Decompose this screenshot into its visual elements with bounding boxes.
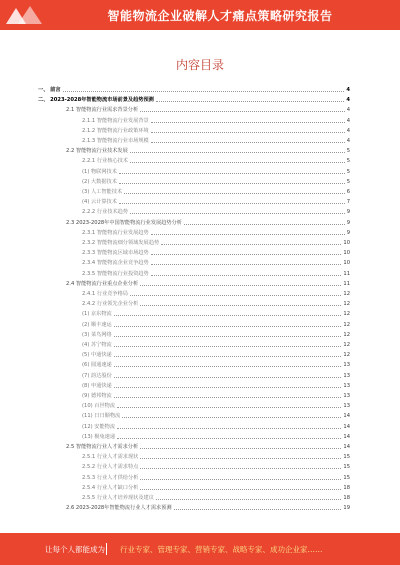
toc-leader-dots [151,264,342,265]
toc-page-number: 5 [346,158,350,165]
toc-page-number: 9 [346,209,350,216]
toc-entry-title: (3) 人工智能技术 [82,189,123,195]
toc-page-number: 14 [343,444,350,450]
footer-divider [106,543,107,555]
footer-tagline: 行业专家、管理专家、营销专家、战略专家、成功企业家…… [120,545,323,554]
toc-entry-title: 2.4.2 行业领先企业分析 [82,301,139,308]
toc-entry[interactable] [82,453,350,462]
toc-page-number: 18 [343,495,350,501]
toc-leader-dots [130,162,345,163]
toc-page-number: 12 [343,342,350,348]
toc-entry-title: 2.3.2 智能物流细分领域发展趋势 [82,240,160,246]
toc-entry[interactable] [82,290,350,299]
toc-leader-dots [114,315,342,316]
toc-leader-dots [140,458,341,459]
toc-entry[interactable] [82,168,350,177]
toc-page-number: 11 [343,270,350,277]
toc-page-number: 4 [346,97,350,104]
toc-leader-dots [117,407,341,408]
toc-leader-dots [151,234,345,235]
toc-page-number: 9 [346,229,350,236]
toc-leader-dots [117,428,341,429]
toc-entry-title: 2.5.1 行业人才需求现状 [82,454,139,461]
toc-page-number: 13 [343,382,350,389]
toc-entry[interactable] [82,484,350,493]
toc-entry[interactable] [82,392,350,401]
toc-entry-title: (1) 京东物流 [82,311,112,318]
toc-entry[interactable] [82,249,350,258]
toc-leader-dots [114,397,342,398]
toc-page-number: 14 [343,423,350,430]
toc-entry[interactable] [82,310,350,319]
toc-entry-title: (8) 申通快递 [82,382,112,389]
toc-page-number: 13 [343,403,350,410]
toc-entry[interactable] [82,331,350,340]
toc-leader-dots [119,173,345,174]
toc-entry-title: 2.5 智能物流行业人才需求分析 [66,444,139,450]
toc-entry[interactable] [82,433,350,442]
toc-leader-dots [184,224,345,225]
toc-entry[interactable] [66,147,350,156]
toc-entry-title: 2.3.1 智能物流行业发展趋势 [82,229,149,236]
toc-entry-title: (3) 菜鸟网络 [82,331,112,338]
header-bar [0,0,400,30]
toc-entry[interactable] [82,412,350,421]
toc-entry[interactable] [82,198,350,207]
toc-entry-title: 2.5.3 行业人才供给分析 [82,474,139,481]
toc-leader-dots [114,366,342,367]
toc-entry-title: 2.1.3 智能物流行业市场规模 [82,138,149,144]
toc-entry-title: 2.5.5 行业人才培养现状及建议 [82,495,154,501]
toc-leader-dots [119,183,345,184]
toc-entry-title: 2.2.1 行业核心技术 [82,158,128,165]
toc-entry[interactable] [82,423,350,432]
toc-page-number: 11 [343,280,350,287]
toc-entry[interactable] [82,341,350,350]
toc-entry[interactable] [38,96,350,105]
toc-leader-dots [130,213,345,214]
toc-entry-title: (2) 大数据技术 [82,178,117,185]
toc-page-number: 15 [343,474,350,481]
footer-bar [0,533,400,565]
toc-leader-dots [119,203,345,204]
toc-leader-dots [151,122,345,123]
toc-entry[interactable] [82,127,350,136]
toc-entry-title: 2.3.5 智能物流行业投资趋势 [82,270,149,277]
toc-page-number: 12 [343,301,350,308]
toc-entry-title: (11) 日日顺物流 [82,413,121,420]
toc-entry[interactable] [82,239,350,248]
toc-entry-title: 一、 前言 [38,87,61,93]
toc-page-number: 12 [343,331,350,338]
toc-entry[interactable] [66,106,350,115]
toc-leader-dots [140,468,341,469]
toc-entry-title: (2) 顺丰速运 [82,321,112,328]
toc-entry[interactable] [66,280,350,289]
toc-page-number: 4 [346,117,350,124]
toc-page-number: 19 [343,505,350,512]
toc-entry[interactable] [82,382,350,391]
table-of-contents [0,86,400,518]
toc-leader-dots [174,509,342,510]
toc-page-number: 18 [343,484,350,491]
toc-page-number: 15 [343,454,350,461]
toc-entry[interactable] [82,463,350,472]
toc-page-number: 12 [343,291,350,297]
toc-page-number: 5 [346,178,350,185]
toc-entry[interactable] [82,157,350,166]
toc-leader-dots [140,448,341,449]
toc-entry[interactable] [66,219,350,228]
toc-entry-title: (13) 极兔速递 [82,433,116,440]
toc-entry-title: (9) 德邦物流 [82,393,112,399]
toc-page-number: 4 [346,127,350,134]
toc-page-number: 14 [343,433,350,440]
toc-leader-dots [151,142,345,143]
toc-leader-dots [140,285,341,286]
toc-leader-dots [114,336,342,337]
toc-entry-title: (1) 物联网技术 [82,168,117,175]
toc-entry[interactable] [82,361,350,370]
toc-leader-dots [63,91,345,92]
toc-leader-dots [114,387,342,388]
toc-entry-title: 2.3.4 智能物流企业竞争趋势 [82,260,149,267]
toc-entry-title: (12) 安能物流 [82,423,116,430]
toc-entry[interactable] [82,208,350,217]
toc-page-number: 15 [343,464,350,471]
logo-icon [4,4,52,26]
toc-entry[interactable] [66,504,350,513]
toc-entry-title: 2.5.2 行业人才需求特点 [82,464,139,471]
toc-entry[interactable] [82,402,350,411]
toc-page-number: 5 [346,148,350,155]
toc-leader-dots [114,356,342,357]
toc-leader-dots [140,305,341,306]
toc-entry[interactable] [82,300,350,309]
toc-entry[interactable] [38,86,350,95]
toc-entry[interactable] [82,178,350,187]
toc-entry-title: 2.1.1 智能物流行业发展背景 [82,117,149,124]
toc-page-number: 13 [343,362,350,369]
toc-leader-dots [151,254,342,255]
toc-leader-dots [151,132,345,133]
toc-page-number: 4 [346,87,350,93]
toc-entry-title: (4) 云计算技术 [82,199,117,206]
toc-entry[interactable] [66,443,350,452]
toc-entry[interactable] [82,259,350,268]
toc-leader-dots [140,489,341,490]
toc-entry-title: 二、 2023-2028年智能物流市场前景及趋势预测 [38,97,154,104]
toc-page-number: 10 [343,240,350,246]
toc-entry[interactable] [82,117,350,126]
toc-heading: 内容目录 [175,58,224,72]
toc-entry-title: (7) 韵达股份 [82,372,112,379]
toc-page-number: 12 [343,352,350,359]
toc-page-number: 4 [346,138,350,144]
toc-entry[interactable] [82,229,350,238]
toc-leader-dots [124,193,345,194]
toc-entry-title: (10) 百世物流 [82,403,116,410]
toc-entry[interactable] [82,321,350,330]
toc-entry[interactable] [82,137,350,146]
toc-entry-title: 2.1.2 智能物流行业政策环境 [82,127,149,134]
toc-leader-dots [151,275,342,276]
toc-entry[interactable] [82,494,350,503]
toc-leader-dots [114,377,342,378]
footer-slogan: 让每个人都能成为 [45,545,105,554]
toc-leader-dots [117,438,341,439]
toc-leader-dots [156,101,345,102]
toc-entry[interactable] [82,270,350,279]
toc-entry-title: 2.4.1 行业竞争格局 [82,291,128,297]
toc-entry-title: 2.4 智能物流行业重点企业分析 [66,280,139,287]
toc-page-number: 6 [346,189,350,195]
toc-entry-title: 2.1 智能物流行业需求背景分析 [66,107,139,114]
toc-leader-dots [114,326,342,327]
toc-entry-title: (6) 圆通速递 [82,362,112,369]
toc-page-number: 12 [343,311,350,318]
toc-entry[interactable] [82,474,350,483]
toc-entry-title: 2.2 智能物流行业技术发展 [66,148,128,155]
toc-page-number: 10 [343,250,350,257]
toc-page-number: 7 [346,199,350,206]
toc-entry[interactable] [82,372,350,381]
toc-leader-dots [114,346,342,347]
toc-entry-title: 2.5.4 行业人才缺口分析 [82,484,139,491]
toc-entry-title: (4) 苏宁物流 [82,342,112,348]
toc-entry-title: 2.3 2023-2028年中国智能物流行业发展趋势分析 [66,219,182,226]
toc-page-number: 12 [343,321,350,328]
toc-page-number: 9 [346,219,350,226]
toc-leader-dots [156,499,341,500]
toc-page-number: 13 [343,372,350,379]
toc-leader-dots [140,479,341,480]
toc-entry-title: (5) 中通快递 [82,352,112,359]
toc-leader-dots [161,244,341,245]
report-title: 智能物流企业破解人才痛点策略研究报告 [107,9,333,23]
toc-page-number: 4 [346,107,350,114]
toc-page-number: 13 [343,393,350,399]
toc-entry[interactable] [82,351,350,360]
toc-page-number: 10 [343,260,350,267]
toc-leader-dots [130,295,341,296]
toc-entry-title: 2.2.2 行业技术趋势 [82,209,128,216]
toc-entry-title: 2.3.3 智能物流区域市场趋势 [82,250,149,257]
toc-leader-dots [130,152,345,153]
toc-page-number: 14 [343,413,350,420]
toc-entry-title: 2.6 2023-2028年智能物流行业人才需求预测 [66,505,172,512]
toc-entry[interactable] [82,188,350,197]
toc-leader-dots [140,111,345,112]
toc-leader-dots [122,417,341,418]
toc-page-number: 5 [346,168,350,175]
